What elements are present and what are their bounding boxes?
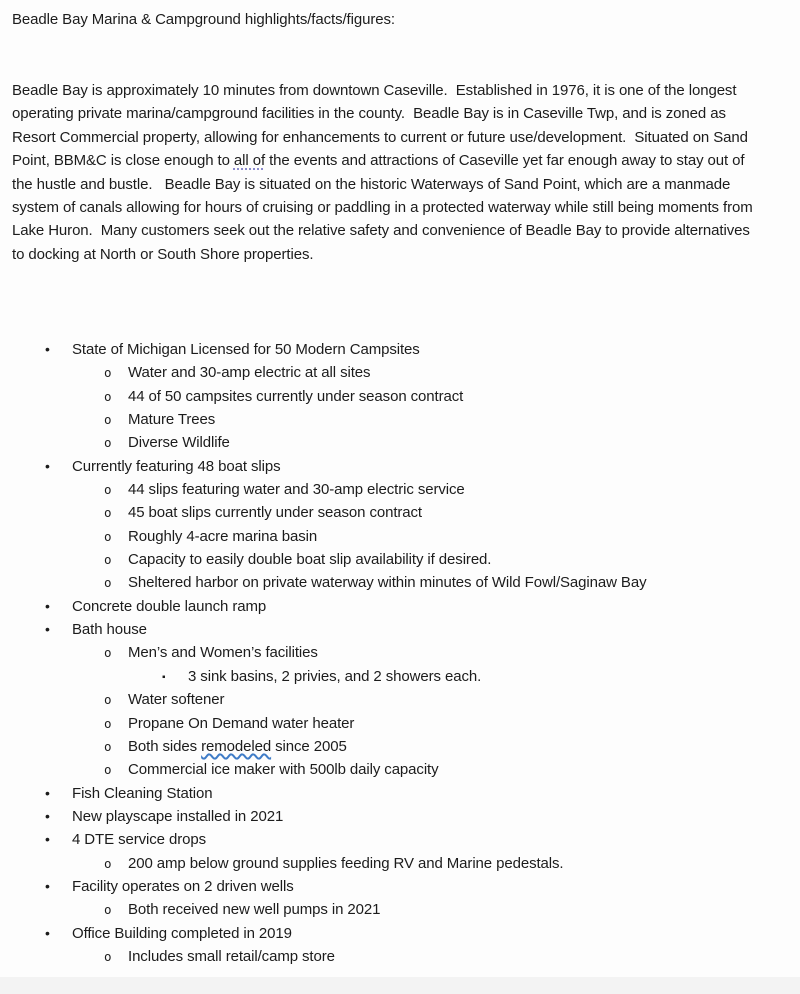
bullet-circle-icon: o: [104, 902, 112, 918]
list-item: [0, 361, 800, 384]
list-item: [0, 501, 800, 524]
bullet-circle-icon: o: [104, 855, 112, 871]
intro-paragraph: [12, 79, 760, 266]
list-item: [0, 782, 800, 805]
list-item: [0, 431, 800, 454]
bullet-circle-icon: o: [104, 575, 112, 591]
list-item: [0, 571, 800, 594]
list-item: [0, 618, 800, 641]
bullet-dot-icon: •: [45, 621, 50, 638]
list-item-text: Capacity to easily double boat slip availability if desired.: [128, 551, 492, 569]
bullet-circle-icon: o: [104, 948, 112, 964]
list-item: [0, 688, 800, 711]
list-item-text: Commercial ice maker with 500lb daily capacity: [128, 761, 439, 779]
bullet-circle-icon: o: [104, 715, 112, 731]
list-item-text: [0, 735, 347, 758]
list-item: [0, 408, 800, 431]
list-item-text: Mature Trees: [128, 411, 216, 429]
list-item-text: Fish Cleaning Station: [72, 784, 213, 802]
list-item-text: Both received new well pumps in 2021: [128, 901, 381, 919]
bullet-dot-icon: •: [45, 341, 50, 357]
list-item-text-after: since 2005: [271, 737, 347, 755]
list-item-text: 200 amp below ground supplies feeding RV and Marine pedestals.: [128, 854, 564, 872]
list-item-text: 45 boat slips currently under season contract: [128, 504, 422, 522]
bullet-dot-icon: •: [45, 831, 50, 848]
paragraph-text-before: Beadle Bay is approximately 10 minutes from downtown Caseville. Established in 1976, it is one of the longest operating private marina/campground facilities in the county. Beadle Bay is in Caseville Twp, and is zoned as Resort Commercial property, allowing for enhancements to current or future use/development. Situated on Sand Point, BBM&C is close enough to: [12, 82, 752, 170]
list-item: [0, 525, 800, 548]
list-item-text: 3 sink basins, 2 privies, and 2 showers each.: [188, 667, 482, 685]
list-item-text: Propane On Demand water heater: [128, 714, 355, 732]
list-item-text-before: Both sides: [128, 737, 202, 755]
list-item-text: Includes small retail/camp store: [128, 947, 335, 965]
bullet-dot-icon: •: [45, 807, 50, 824]
bullet-list: [0, 338, 800, 968]
list-item-text: Men’s and Women’s facilities: [128, 644, 318, 662]
list-item: [0, 478, 800, 501]
list-item: [0, 385, 800, 408]
list-item: [0, 665, 800, 688]
page-bottom-strip: [0, 977, 800, 994]
bullet-circle-icon: o: [104, 692, 112, 708]
paragraph-text-after: the events and attractions of Caseville yet far enough away to stay out of the hustle and bustle. Beadle Bay is situated on the historic Waterways of Sand Point, which are a manmade system of canals allowing for hours of cruising or paddling in a protected waterway while still being moments from Lake Huron. Many customers seek out the relative safety and convenience of Beadle Bay to provide alternatives to docking at North or South Shore properties.: [12, 152, 757, 263]
bullet-circle-icon: o: [104, 552, 112, 568]
bullet-circle-icon: o: [104, 738, 112, 754]
bullet-dot-icon: •: [45, 877, 50, 894]
spellcheck-flagged-word: remodeled: [201, 737, 272, 755]
list-item-text: Sheltered harbor on private waterway within minutes of Wild Fowl/Saginaw Bay: [128, 574, 647, 592]
bullet-circle-icon: o: [104, 528, 112, 544]
bullet-circle-icon: o: [104, 645, 112, 661]
list-item: [0, 641, 800, 664]
list-item-text: Office Building completed in 2019: [72, 924, 292, 942]
list-item-text: 44 slips featuring water and 30-amp electric service: [128, 481, 465, 499]
grammar-flagged-text: all of: [233, 152, 266, 170]
bullet-circle-icon: o: [104, 388, 112, 404]
list-item: [0, 875, 800, 898]
bullet-square-icon: ▪: [162, 671, 166, 683]
list-item: [0, 758, 800, 781]
list-item: [0, 338, 800, 361]
list-item-text: Roughly 4-acre marina basin: [128, 527, 318, 545]
bullet-circle-icon: o: [104, 365, 112, 381]
bullet-circle-icon: o: [104, 762, 112, 778]
bullet-dot-icon: •: [45, 457, 50, 474]
list-item-text: Water softener: [128, 691, 225, 709]
bullet-dot-icon: •: [45, 784, 50, 801]
list-item: [0, 945, 800, 968]
list-item-text: 44 of 50 campsites currently under season contract: [128, 387, 464, 405]
list-item: [0, 805, 800, 828]
list-item-text: Bath house: [72, 621, 147, 639]
list-item: [0, 595, 800, 618]
document-title: Beadle Bay Marina & Campground highlights/facts/figures:: [12, 11, 395, 28]
list-item-text: State of Michigan Licensed for 50 Modern Campsites: [72, 341, 420, 358]
list-item-text: Concrete double launch ramp: [72, 597, 267, 615]
bullet-dot-icon: •: [45, 924, 50, 941]
list-item-text: 4 DTE service drops: [72, 831, 206, 849]
list-item-text: Water and 30-amp electric at all sites: [128, 364, 371, 382]
list-item: [0, 898, 800, 921]
list-item-text: Diverse Wildlife: [128, 434, 230, 452]
list-item-text: Facility operates on 2 driven wells: [72, 877, 294, 895]
list-item: [0, 712, 800, 735]
bullet-circle-icon: o: [104, 435, 112, 451]
bullet-dot-icon: •: [45, 597, 50, 614]
bullet-circle-icon: o: [104, 505, 112, 521]
list-item: [0, 455, 800, 478]
bullet-circle-icon: o: [104, 412, 112, 428]
list-item: [0, 852, 800, 875]
list-item-text: Currently featuring 48 boat slips: [72, 457, 281, 475]
list-item: [0, 735, 800, 758]
bullet-circle-icon: o: [104, 482, 112, 498]
list-item: [0, 828, 800, 851]
list-item-text: New playscape installed in 2021: [72, 807, 284, 825]
list-item: [0, 922, 800, 945]
list-item: [0, 548, 800, 571]
